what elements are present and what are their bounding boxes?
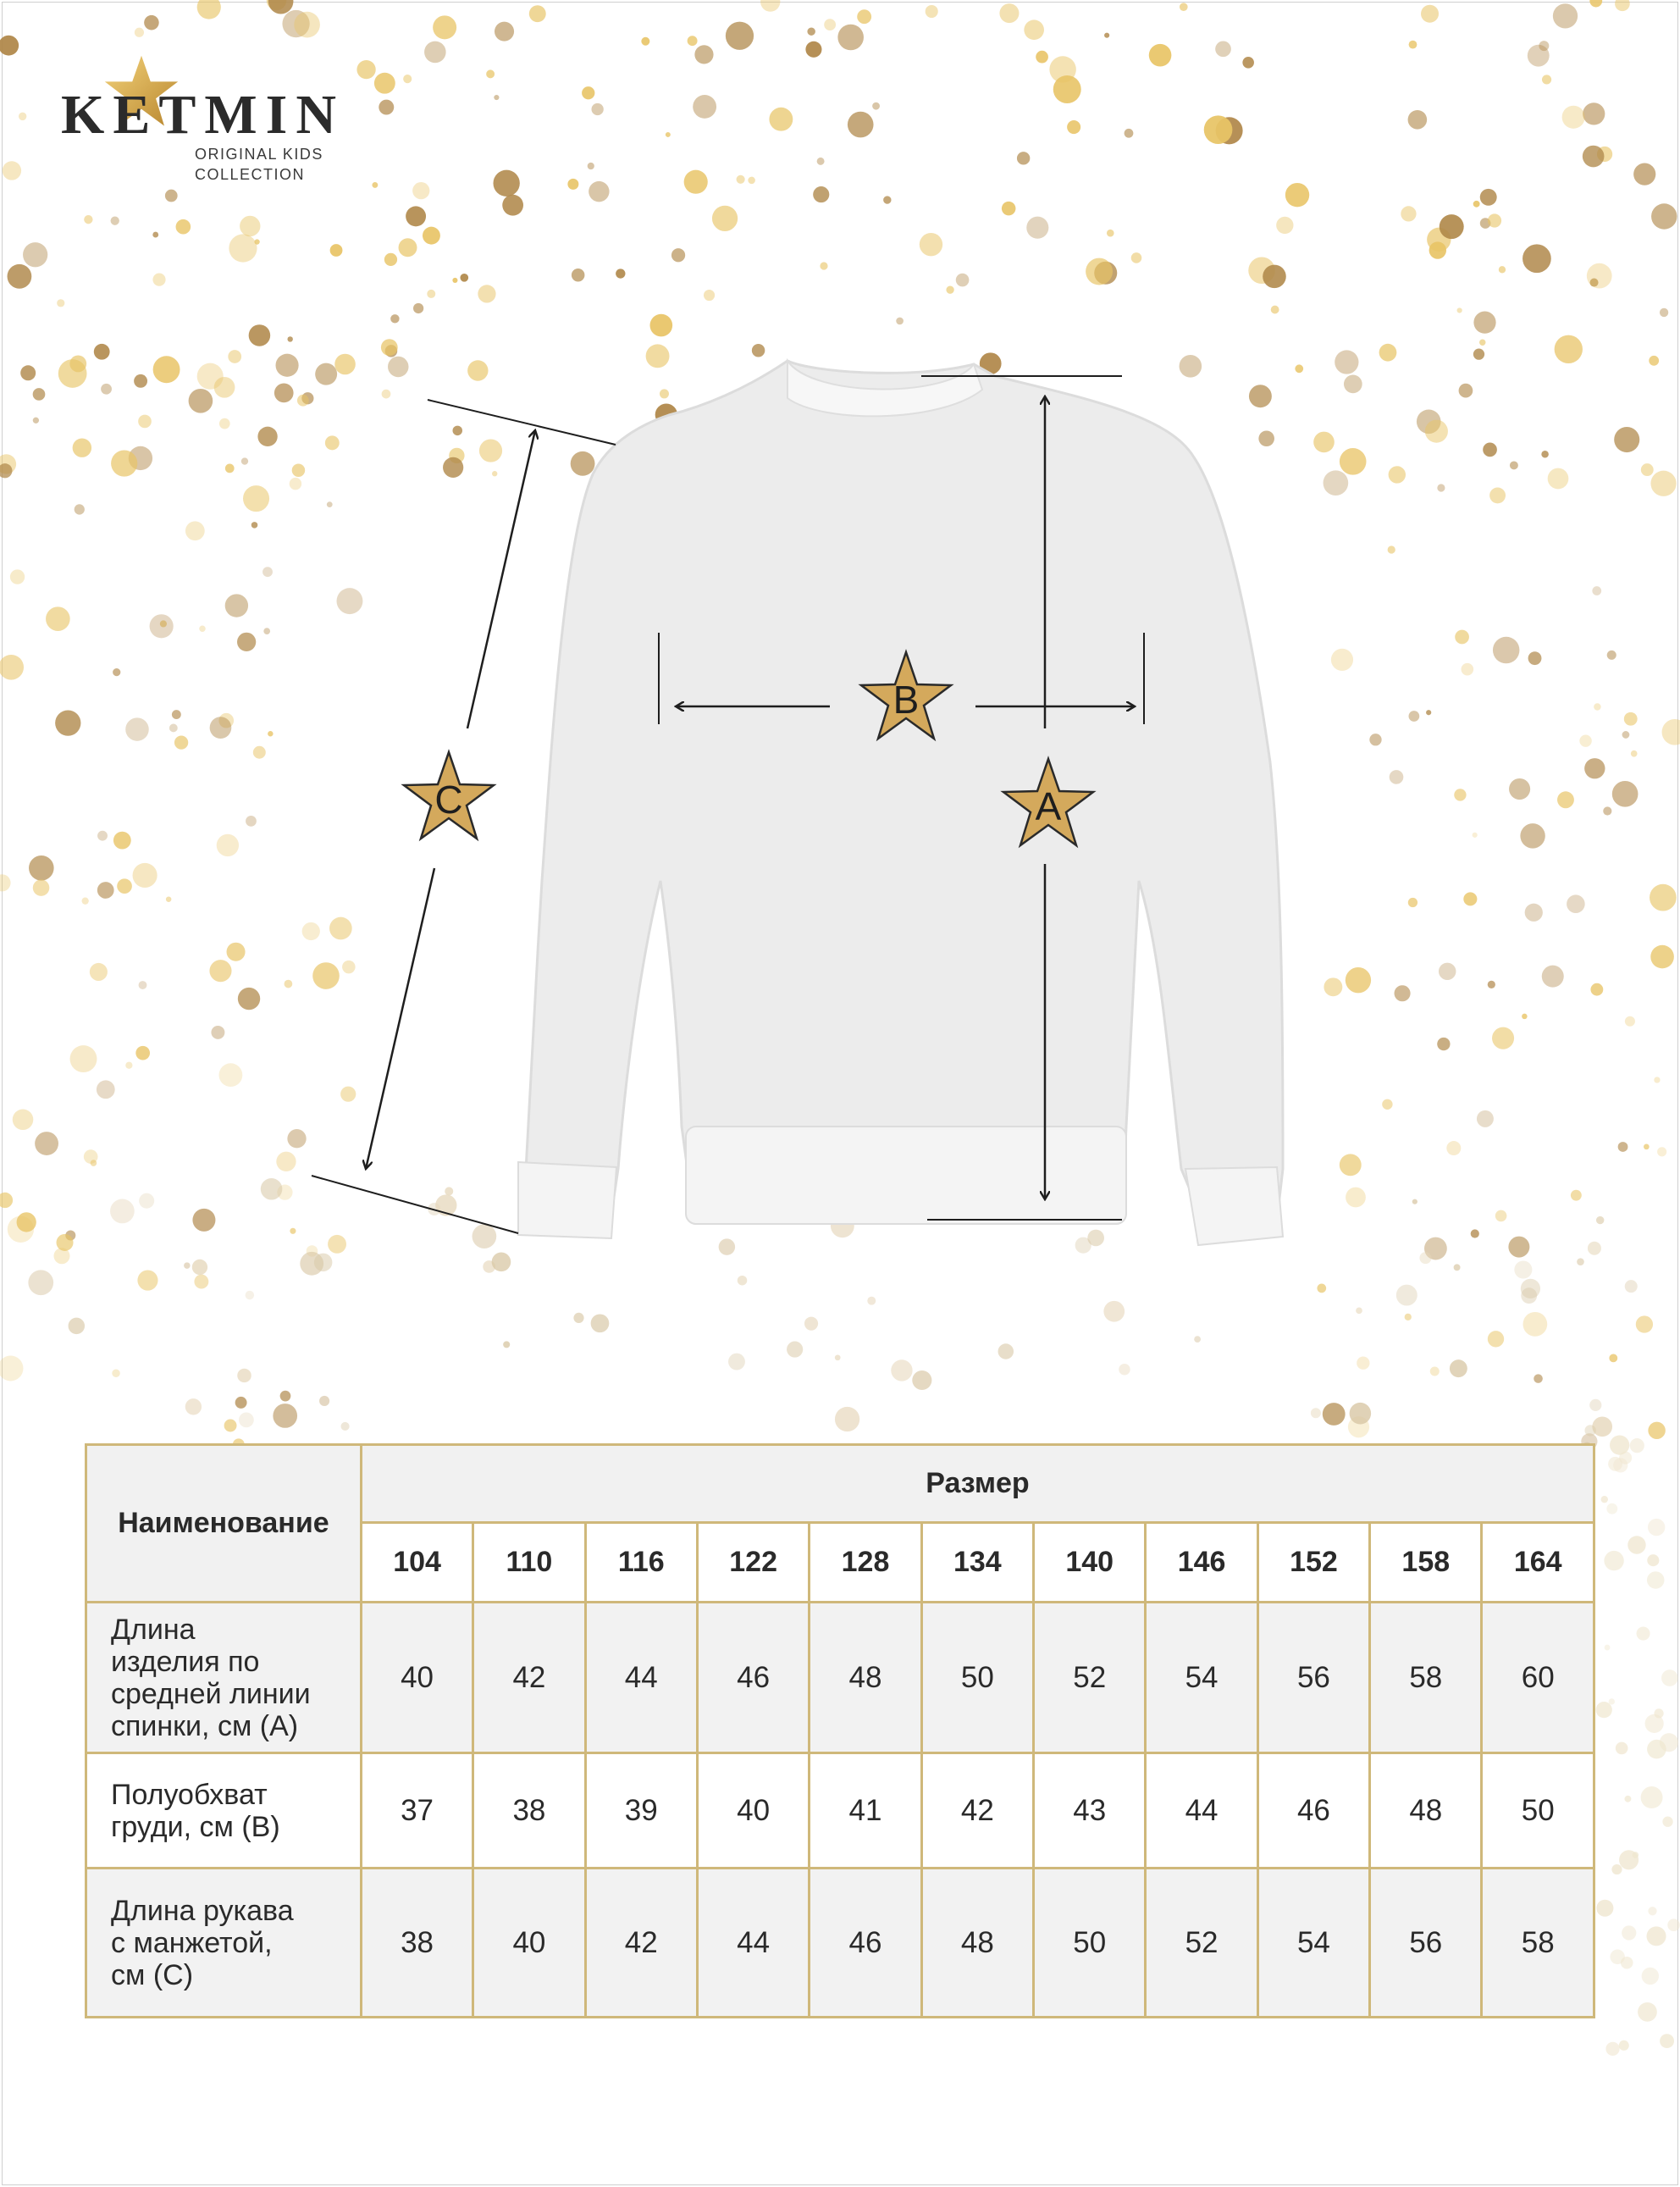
confetti-dot	[235, 1397, 247, 1409]
measurement-cell: 42	[921, 1753, 1033, 1869]
confetti-dot	[229, 234, 257, 262]
confetti-dot	[294, 12, 320, 38]
measurement-cell: 40	[473, 1869, 585, 2018]
confetti-dot	[341, 1422, 350, 1431]
size-group-header: Размер	[361, 1445, 1594, 1523]
confetti-dot	[1429, 241, 1446, 258]
confetti-dot	[452, 278, 457, 283]
confetti-dot	[1026, 217, 1048, 239]
confetti-dot	[330, 244, 343, 257]
measurement-cell: 48	[921, 1869, 1033, 2018]
confetti-dot	[1149, 44, 1172, 67]
confetti-dot	[1067, 120, 1080, 134]
confetti-dot	[1615, 0, 1630, 11]
confetti-dot	[1589, 1399, 1601, 1411]
measurement-diagram	[0, 322, 1680, 1287]
confetti-dot	[1480, 189, 1497, 206]
confetti-dot	[1542, 75, 1551, 84]
confetti-dot	[726, 22, 754, 50]
confetti-dot	[372, 182, 378, 188]
measurement-cell: 42	[473, 1603, 585, 1753]
size-column-header: 116	[585, 1523, 697, 1603]
confetti-dot	[1606, 1503, 1617, 1514]
confetti-dot	[807, 27, 815, 35]
confetti-dot	[379, 100, 394, 115]
confetti-dot	[1648, 1422, 1665, 1439]
confetti-dot	[1624, 1796, 1631, 1802]
confetti-dot	[1583, 146, 1605, 168]
confetti-dot	[1125, 129, 1134, 138]
row-label	[86, 1869, 362, 2018]
confetti-dot	[1660, 2034, 1674, 2048]
confetti-dot	[494, 95, 499, 100]
measurement-cell: 40	[697, 1753, 809, 1869]
confetti-dot	[424, 42, 446, 64]
measurement-cell: 60	[1482, 1603, 1594, 1753]
confetti-dot	[787, 1342, 803, 1358]
confetti-dot	[486, 69, 495, 78]
confetti-dot	[529, 5, 546, 22]
confetti-dot	[433, 15, 456, 39]
confetti-dot	[374, 73, 395, 94]
confetti-dot	[413, 303, 423, 313]
confetti-dot	[769, 108, 793, 131]
confetti-dot	[1409, 41, 1418, 49]
measurement-cell: 58	[1370, 1603, 1482, 1753]
confetti-dot	[748, 177, 755, 185]
row-label-line: Длина	[111, 1613, 196, 1646]
confetti-dot	[835, 1354, 841, 1360]
size-column-header: 146	[1146, 1523, 1257, 1603]
confetti-dot	[1263, 265, 1286, 289]
marker-label-c: C	[434, 778, 463, 822]
confetti-dot	[1660, 308, 1668, 317]
size-column-header: 164	[1482, 1523, 1594, 1603]
confetti-dot	[1662, 1817, 1672, 1827]
confetti-dot	[760, 0, 780, 12]
confetti-dot	[573, 1313, 583, 1323]
confetti-dot	[1488, 1331, 1504, 1347]
confetti-dot	[999, 3, 1019, 23]
confetti-dot	[1647, 1571, 1665, 1589]
confetti-dot	[1356, 1307, 1362, 1314]
confetti-dot	[956, 274, 970, 287]
brand-logo	[61, 51, 345, 195]
confetti-dot	[1421, 5, 1439, 23]
confetti-dot	[820, 262, 827, 269]
size-column-header: 140	[1034, 1523, 1146, 1603]
confetti-dot	[1608, 1457, 1622, 1471]
confetti-dot	[1473, 201, 1480, 208]
confetti-dot	[1647, 1554, 1659, 1566]
confetti-dot	[883, 196, 891, 203]
size-column-header: 104	[361, 1523, 472, 1603]
confetti-dot	[399, 238, 417, 257]
measurement-cell: 44	[697, 1869, 809, 2018]
measurement-cell: 52	[1146, 1869, 1257, 2018]
confetti-dot	[185, 1398, 202, 1415]
confetti-dot	[239, 1412, 254, 1427]
confetti-dot	[591, 1314, 610, 1332]
measurement-cell: 42	[585, 1869, 697, 2018]
size-column-header: 110	[473, 1523, 585, 1603]
confetti-dot	[1017, 152, 1030, 164]
confetti-dot	[1641, 1786, 1663, 1808]
confetti-dot	[1396, 1285, 1418, 1306]
measurement-cell: 56	[1370, 1869, 1482, 2018]
confetti-dot	[1405, 1314, 1412, 1321]
confetti-dot	[837, 25, 864, 51]
confetti-dot	[1276, 217, 1293, 234]
marker-label-a: A	[1035, 784, 1062, 828]
confetti-dot	[920, 233, 942, 256]
confetti-dot	[493, 170, 519, 197]
confetti-dot	[572, 269, 585, 282]
confetti-dot	[1357, 1357, 1369, 1370]
confetti-dot	[1619, 2040, 1629, 2051]
confetti-dot	[502, 195, 523, 216]
confetti-dot	[1628, 1536, 1645, 1553]
confetti-dot	[1609, 1354, 1617, 1362]
confetti-dot	[503, 1341, 510, 1348]
brand-tagline: COLLECTION	[195, 166, 306, 183]
confetti-dot	[737, 175, 745, 184]
confetti-dot	[813, 186, 829, 202]
brand-name: KETMIN	[61, 84, 345, 146]
measurement-cell: 38	[361, 1869, 472, 2018]
confetti-dot	[1638, 2002, 1657, 2022]
confetti-dot	[891, 1359, 912, 1381]
row-label-line: средней линии	[111, 1677, 311, 1710]
confetti-dot	[589, 181, 609, 202]
confetti-dot	[273, 1404, 297, 1428]
confetti-dot	[1633, 163, 1655, 185]
row-label-line: Полуобхват	[111, 1778, 268, 1811]
confetti-dot	[427, 290, 435, 298]
confetti-dot	[152, 274, 165, 286]
confetti-dot	[1605, 2042, 1619, 2056]
confetti-dot	[1589, 0, 1602, 7]
confetti-dot	[1633, 1852, 1639, 1858]
confetti-dot	[1180, 3, 1188, 11]
confetti-dot	[3, 161, 21, 180]
confetti-dot	[1534, 1374, 1543, 1383]
confetti-dot	[19, 113, 26, 120]
confetti-dot	[1637, 1627, 1650, 1641]
confetti-dot	[1086, 258, 1113, 285]
marker-star-c	[404, 752, 494, 839]
confetti-dot	[246, 1291, 255, 1300]
size-column-header: 152	[1257, 1523, 1369, 1603]
confetti-dot	[1103, 1301, 1125, 1322]
confetti-dot	[616, 269, 625, 278]
confetti-dot	[423, 227, 440, 245]
measurement-cell: 43	[1034, 1753, 1146, 1869]
confetti-dot	[1440, 214, 1464, 239]
confetti-dot	[1601, 1496, 1608, 1503]
confetti-dot	[412, 182, 429, 199]
measurement-cell: 54	[1146, 1603, 1257, 1753]
confetti-dot	[1648, 1907, 1656, 1915]
confetti-dot	[1024, 19, 1044, 40]
confetti-dot	[688, 36, 698, 46]
confetti-dot	[0, 36, 19, 56]
confetti-dot	[1194, 1336, 1201, 1343]
confetti-dot	[1401, 206, 1416, 221]
measurement-cell: 46	[810, 1869, 921, 2018]
size-chart-table	[85, 1443, 1595, 2018]
confetti-dot	[1204, 115, 1233, 144]
confetti-dot	[1648, 1519, 1665, 1536]
confetti-dot	[57, 299, 64, 307]
confetti-dot	[804, 1317, 818, 1331]
measurement-cell: 50	[921, 1603, 1033, 1753]
confetti-dot	[1036, 51, 1048, 64]
confetti-dot	[1521, 1287, 1537, 1304]
measurement-cell: 52	[1034, 1603, 1146, 1753]
confetti-dot	[591, 103, 603, 115]
confetti-dot	[152, 232, 158, 238]
confetti-dot	[478, 285, 495, 302]
confetti-dot	[1583, 102, 1605, 125]
confetti-dot	[1630, 1438, 1644, 1453]
confetti-dot	[867, 1297, 876, 1305]
size-column-header: 122	[697, 1523, 809, 1603]
size-column-header: 158	[1370, 1523, 1482, 1603]
row-label-line: Длина рукава	[111, 1894, 294, 1927]
name-column-header: Наименование	[86, 1445, 362, 1603]
confetti-dot	[144, 15, 159, 30]
confetti-dot	[1350, 1403, 1372, 1425]
confetti-dot	[872, 102, 880, 110]
confetti-dot	[1285, 183, 1309, 207]
confetti-dot	[1104, 33, 1109, 38]
confetti-dot	[1621, 1957, 1633, 1969]
confetti-dot	[112, 1370, 120, 1378]
confetti-dot	[69, 1318, 85, 1334]
confetti-dot	[1131, 252, 1142, 263]
confetti-dot	[1562, 106, 1585, 129]
confetti-dot	[495, 22, 514, 42]
brand-tagline: ORIGINAL KIDS	[195, 146, 323, 163]
confetti-dot	[280, 1391, 291, 1402]
confetti-dot	[998, 1343, 1014, 1359]
measurement-cell: 46	[1257, 1753, 1369, 1869]
confetti-dot	[0, 1355, 23, 1381]
measurement-cell: 41	[810, 1753, 921, 1869]
confetti-dot	[1107, 230, 1114, 237]
confetti-dot	[684, 170, 708, 194]
confetti-dot	[805, 42, 821, 58]
confetti-dot	[582, 86, 594, 99]
confetti-dot	[641, 37, 649, 46]
measurement-cell: 38	[473, 1753, 585, 1869]
confetti-dot	[240, 216, 260, 236]
measurement-cell: 44	[1146, 1753, 1257, 1869]
confetti-dot	[356, 60, 375, 79]
confetti-dot	[1311, 1408, 1321, 1418]
confetti-dot	[1646, 1926, 1666, 1946]
confetti-dot	[1616, 1742, 1628, 1755]
confetti-dot	[1430, 1366, 1440, 1376]
confetti-dot	[1323, 1403, 1346, 1426]
confetti-dot	[1522, 1312, 1547, 1337]
confetti-dot	[912, 1370, 931, 1390]
measurement-cell: 39	[585, 1753, 697, 1869]
confetti-dot	[693, 95, 716, 119]
confetti-dot	[1408, 110, 1428, 130]
confetti-dot	[1553, 3, 1578, 28]
confetti-dot	[1645, 1714, 1664, 1733]
confetti-dot	[1636, 1315, 1653, 1332]
confetti-dot	[588, 163, 594, 169]
confetti-dot	[1611, 1864, 1622, 1874]
measurement-cell: 46	[697, 1603, 809, 1753]
confetti-dot	[1488, 213, 1501, 227]
confetti-dot	[1592, 1416, 1612, 1437]
confetti-dot	[8, 264, 32, 289]
confetti-dot	[1651, 203, 1677, 229]
confetti-dot	[1622, 1925, 1636, 1940]
measurement-cell: 40	[361, 1603, 472, 1753]
confetti-dot	[1528, 45, 1550, 67]
confetti-dot	[1522, 244, 1551, 273]
confetti-dot	[84, 215, 92, 224]
size-column-header: 128	[810, 1523, 921, 1603]
row-label	[86, 1753, 362, 1869]
confetti-dot	[835, 1407, 859, 1431]
confetti-dot	[1647, 1740, 1666, 1759]
measurement-cell: 44	[585, 1603, 697, 1753]
confetti-dot	[671, 248, 685, 262]
confetti-dot	[817, 158, 825, 165]
measurement-cell: 48	[810, 1603, 921, 1753]
confetti-dot	[176, 219, 191, 235]
confetti-dot	[237, 1369, 251, 1382]
confetti-dot	[1661, 1669, 1678, 1686]
sweatshirt-illustration	[518, 361, 1283, 1245]
confetti-dot	[1596, 1702, 1612, 1718]
confetti-dot	[1271, 306, 1279, 314]
confetti-dot	[857, 9, 871, 24]
confetti-dot	[666, 132, 671, 137]
row-label-line: с манжетой,	[111, 1926, 273, 1959]
row-label	[86, 1603, 362, 1753]
marker-label-b: B	[892, 678, 920, 722]
confetti-dot	[1002, 202, 1016, 216]
measurement-cell: 48	[1370, 1753, 1482, 1869]
confetti-dot	[712, 206, 738, 231]
confetti-dot	[946, 285, 953, 293]
measurement-cell: 50	[1034, 1869, 1146, 2018]
confetti-dot	[1499, 266, 1506, 273]
confetti-dot	[926, 5, 938, 18]
confetti-dot	[848, 112, 874, 138]
confetti-dot	[1215, 41, 1231, 57]
confetti-dot	[1584, 1425, 1595, 1436]
row-label-line: изделия по	[111, 1645, 260, 1678]
confetti-dot	[567, 179, 578, 190]
confetti-dot	[23, 242, 47, 267]
measurement-cell: 56	[1257, 1603, 1369, 1753]
confetti-dot	[1609, 1698, 1615, 1704]
confetti-dot	[1053, 75, 1081, 103]
confetti-dot	[1604, 1551, 1623, 1570]
confetti-dot	[1667, 1918, 1680, 1931]
confetti-dot	[824, 19, 836, 30]
measurement-cell: 54	[1257, 1869, 1369, 2018]
confetti-dot	[704, 290, 715, 301]
confetti-dot	[1596, 1900, 1613, 1917]
confetti-dot	[384, 253, 397, 266]
confetti-dot	[1450, 1359, 1467, 1377]
measurement-cell: 37	[361, 1753, 472, 1869]
measurement-cell: 58	[1482, 1869, 1594, 2018]
row-label-line: груди, см (В)	[111, 1810, 280, 1843]
confetti-dot	[135, 28, 144, 37]
confetti-dot	[1457, 307, 1462, 313]
confetti-dot	[197, 0, 221, 19]
confetti-dot	[1642, 1968, 1659, 1985]
row-label-line: спинки, см (А)	[111, 1709, 299, 1742]
row-label-line: см (С)	[111, 1958, 194, 1991]
confetti-dot	[406, 206, 426, 226]
confetti-dot	[1587, 263, 1612, 289]
measurement-cell: 50	[1482, 1753, 1594, 1869]
confetti-dot	[460, 274, 468, 282]
confetti-dot	[1605, 1645, 1611, 1651]
confetti-dot	[403, 75, 412, 83]
confetti-dot	[224, 1420, 237, 1432]
confetti-dot	[728, 1354, 745, 1370]
confetti-dot	[319, 1396, 329, 1406]
confetti-dot	[1242, 57, 1254, 69]
confetti-dot	[111, 216, 119, 224]
size-column-header: 134	[921, 1523, 1033, 1603]
confetti-dot	[694, 45, 713, 64]
confetti-dot	[1119, 1364, 1130, 1375]
